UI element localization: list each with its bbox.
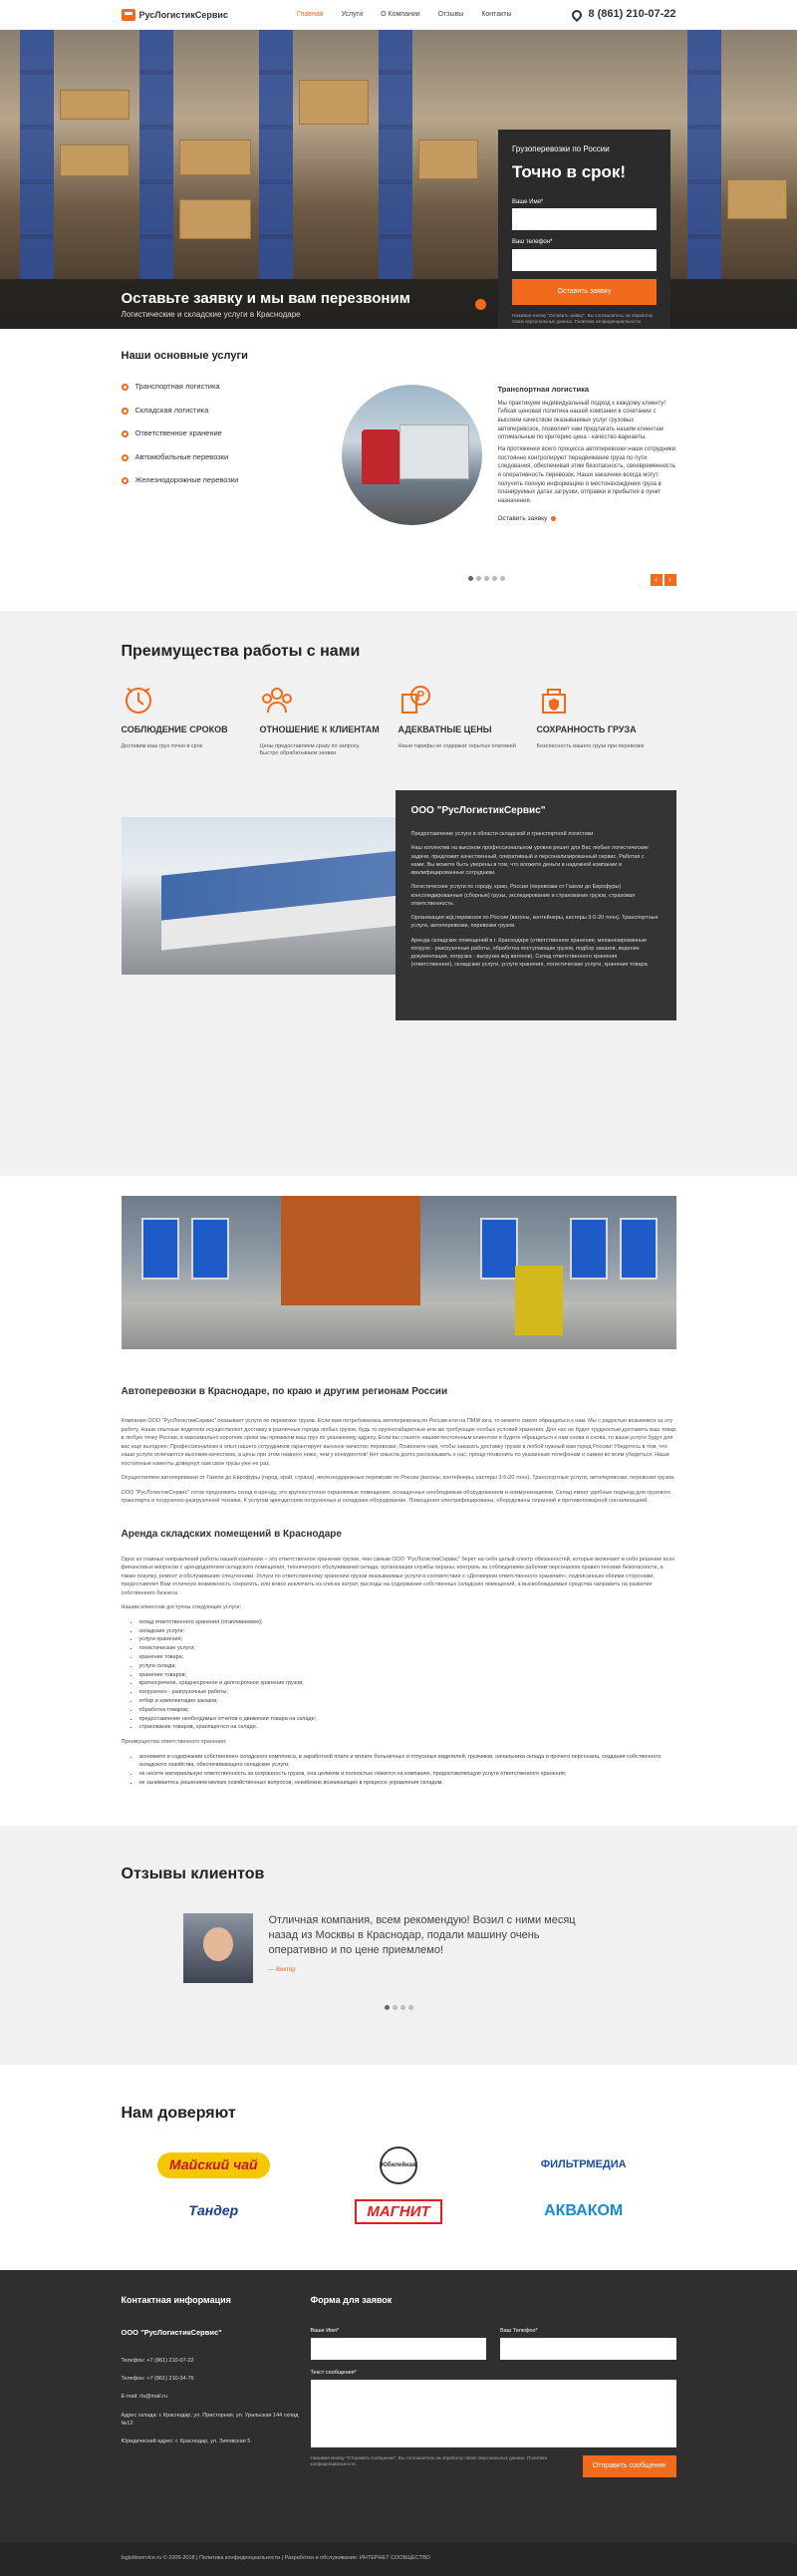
footer: [0, 2270, 797, 2543]
warehouse-rack: [687, 30, 721, 279]
cargo-box: [418, 140, 478, 179]
services-title: Наши основные услуги: [121, 350, 248, 362]
pager-dot[interactable]: [484, 576, 489, 581]
hero-request-form: [498, 130, 670, 329]
send-message-button[interactable]: Отправить сообщение: [583, 2455, 676, 2477]
advantage-item: СОХРАННОСТЬ ГРУЗА Безопасность вашего груза при перевозке: [537, 683, 675, 758]
article-heading: Автоперевозки в Краснодаре, по краю и другим регионам России: [121, 1386, 448, 1397]
bullet-icon: [122, 454, 129, 461]
name-label: Ваше Имя*: [512, 198, 544, 205]
advantages-section: [0, 611, 797, 1176]
submit-request-button[interactable]: Оставить заявку: [512, 279, 657, 305]
clock-icon: [122, 683, 155, 716]
cargo-box: [179, 140, 251, 175]
service-item[interactable]: Железнодорожные перевозки: [122, 475, 676, 486]
warehouse-rack: [379, 30, 412, 279]
name-input[interactable]: [512, 208, 657, 230]
service-item[interactable]: Ответственное хранение: [122, 429, 676, 439]
benefits-bullet-list: • экономите в содержании собственного складского комплекса, в заработной плате и оплате больничных и отпускных водителей, грузчиков, начальника склада и прочего персонала, создания собственного складского хозяйства, обеспечивающего складские услуги; • не несете материальную ответственность за сохранность грузов, она целиком и полностью ложится на компанию, предоставляющую услуги ответственного хранения; • не занимаетесь решением мелких хозяйственных вопросов, неизбежно возникающих в процессе управления складом.: [139, 1753, 676, 1788]
footer-email[interactable]: E-mail: rls@mail.ru: [121, 2394, 168, 2401]
truck-logo-icon: [122, 9, 135, 21]
warehouse-rack: [20, 30, 54, 279]
partner-logo: Тандер: [188, 2202, 239, 2219]
phone-label: Ваш телефон*: [512, 239, 553, 246]
next-arrow-icon[interactable]: ›: [664, 574, 676, 586]
shield-box-icon: [537, 683, 571, 716]
people-icon: [260, 683, 294, 716]
arrow-icon: [551, 516, 556, 521]
advantage-item: ОТНОШЕНИЕ К КЛИЕНТАМ Цены предоставляем сразу по запросу. Быстро обрабатываем заявки: [260, 683, 398, 758]
arrow-right-icon[interactable]: [475, 299, 486, 310]
reviews-section: [0, 1826, 797, 2065]
bullet-icon: [122, 477, 129, 484]
reviews-pager: [122, 2005, 676, 2010]
hero-title: Оставьте заявку и мы вам перезвоним: [121, 289, 410, 307]
pager-dot[interactable]: [385, 2005, 390, 2010]
review-author: — Виктор: [268, 1966, 296, 1973]
hero-strip: [0, 279, 797, 329]
header-phone[interactable]: [572, 7, 675, 22]
about-block: [122, 790, 676, 1020]
site-header: [0, 0, 797, 30]
message-textarea[interactable]: [311, 2380, 676, 2447]
privacy-note: Нажимая кнопку "Оставить заявку", Вы соглашаетесь на обработку своих персональных данных. Политика конфиденциальности: [512, 312, 654, 324]
logo[interactable]: [122, 9, 228, 22]
service-item[interactable]: Автомобильные перевозки: [122, 452, 676, 463]
partners-section: [0, 2065, 797, 2270]
bullet-icon: [122, 408, 129, 415]
pager-dot[interactable]: [408, 2005, 413, 2010]
review-quote: Отличная компания, всем рекомендую! Возил с ними месяц назад из Москвы в Краснодар, подали машину очень оперативно и по цене приемлемо!: [268, 1914, 576, 1956]
nav-home[interactable]: Главная: [296, 11, 324, 19]
service-detail-title: Транспортная логистика: [497, 385, 590, 394]
about-card: ООО "РусЛогистикСервис" Предоставление услуги в области складской и транспортной логистики. Наш коллектив на высоком профессиональном уровне решит для Вас любые логистические задачи, предложит качественный, оперативный и персонализированный сервис. Работая с нами, Вы можете быть уверены в том, что вложите деньги в надежной компании и квалифицированные сотрудники. Логистические услуги по городу, краю, России (перевозки от Газели до Еврофуры) консолидированные (сборные) грузы, экспедирование и страхование грузов, страховая ответственность. Организация ж/д перевозок по России (вагоны, контейнеры, кастеры 3-5-20 тонн). Транспортные услуги, автоперевозки, перевозки грузов. Аренда складских помещений в г. Краснодаре (ответственное хранение, механизированные погрузо - разгрузочные работы, обработка поступающих грузов, подбор заказов, ведение документации, погрузка - выгрузка ж/д вагонов). Склад ответственного хранения (ответственное), складские услуги, услуги хранения, логистические услуги, хранение товара.: [396, 790, 676, 1020]
bullet-icon: [122, 430, 129, 437]
cargo-box: [179, 199, 251, 239]
phone-icon: [570, 8, 584, 22]
bullet-icon: [122, 384, 129, 391]
partner-logo: Юбилейная: [306, 2148, 491, 2182]
service-detail: Транспортная логистика Мы практикуем индивидуальный подход к каждому клиенту! Гибкая ценовая политика нашей компании в сочетании с высоким качеством оказываемых услуг грузовых автоперевозок, позволяет нам предлагать нашим клиентам оптимальные по критерию цена - качество варианты. На протяжении всего процесса автоперевозки наши сотрудники постоянно контролируют передвижение груза по пути следования, обеспечивая этим безопасность, своевременность и оперативность перевозок. Наши заказчики всегда могут получить полную информацию о местонахождении груза в планируемых датах загрузки, отправки и прибытия в пункт назначения. Оставить заявку: [497, 385, 675, 522]
pager-dot[interactable]: [476, 576, 481, 581]
pager-dot[interactable]: [500, 576, 505, 581]
pager-dot[interactable]: [393, 2005, 398, 2010]
copyright-text: logistikservice.ru © 2009-2018 | Политика конфиденциальности | Разработка и обслуживание: ИНТЕРНЕТ СООБЩЕСТВО: [121, 2555, 430, 2562]
warehouse-image: [122, 817, 420, 975]
cargo-box: [299, 80, 369, 125]
partner-logo: ФИЛЬТРМЕДИА: [540, 2158, 627, 2171]
service-item[interactable]: Складская логистика: [122, 406, 676, 417]
partner-logo: МАГНИТ: [306, 2194, 491, 2228]
reviewer-avatar: [183, 1913, 253, 1983]
footer-form: Форма для заявок Ваше Имя* Ваш Телефон* Текст сообщения* Нажимая кнопку "Отправить сообщение", Вы соглашаетесь на обработку своих персональных данных. Политика конфиденциальности Отправить сообщение: [311, 2294, 676, 2478]
partners-title: Нам доверяют: [121, 2104, 236, 2122]
pager-dot[interactable]: [492, 576, 497, 581]
advantage-item: СОБЛЮДЕНИЕ СРОКОВ Доставим ваш груз точно в срок: [122, 683, 260, 758]
pager-dot[interactable]: [468, 576, 473, 581]
services-section: [0, 329, 797, 611]
phone-number: 8 (861) 210-07-22: [588, 8, 676, 21]
nav-reviews[interactable]: Отзывы: [437, 11, 464, 19]
phone-input[interactable]: [512, 249, 657, 271]
advantages-title: Преимущества работы с нами: [121, 643, 361, 660]
about-title: ООО "РусЛогистикСервис": [410, 805, 546, 817]
footer-privacy-note: Нажимая кнопку "Отправить сообщение", Вы соглашаетесь на обработку своих персональных данных. Политика конфиденциальности: [310, 2454, 547, 2467]
contact-info: Контактная информация ООО "РусЛогистикСервис" Телефон: +7 (861) 210-07-22 Телефон: +7 (861) 210-34-76 E-mail: rls@mail.ru Адрес склада: г. Краснодар, ул. Присторная, ул. Уральская 144 склад №12 Юридический адрес: г. Краснодар, ул. Зиповская 5: [122, 2294, 311, 2478]
nav-contacts[interactable]: Контакты: [481, 11, 512, 19]
article-subheading: Аренда складских помещений в Краснодаре: [121, 1528, 342, 1540]
services-bullet-list: • склад ответственного хранения (отапливаемое); • складские услуги; • услуги хранения; • логистические услуги; • хранение товара; • услуги склада; • хранение товаров; • краткосрочное, среднесрочное и долгосрочное хранение грузов; • погрузочно - разгрузочные работы; • отбор и комплектация заказов; • обработка товаров; • предоставление необходимых отчетов о движении товара на складе; • страхование товаров, хранящегося на складе.: [139, 1618, 676, 1732]
footer-phone[interactable]: Телефон: +7 (861) 210-07-22: [121, 2357, 194, 2364]
request-link[interactable]: Оставить заявку: [498, 514, 676, 523]
cargo-box: [60, 90, 130, 120]
logo-text: РусЛогистикСервис: [138, 9, 228, 20]
cargo-box: [727, 179, 787, 219]
warehouse-rack: [139, 30, 173, 279]
slider-pager: [468, 576, 505, 581]
nav-services[interactable]: Услуги: [341, 11, 364, 19]
warehouse-rack: [259, 30, 293, 279]
form-subtitle: Грузоперевозки по России: [512, 144, 610, 153]
slider-arrows: [651, 574, 676, 586]
service-item[interactable]: Транспортная логистика: [122, 382, 676, 393]
copyright-bar: [0, 2543, 797, 2576]
article-section: Автоперевозки в Краснодаре, по краю и другим регионам России Компания ООО "РусЛогистикСервис" оказывает услуги по перевозке грузов. Если вам потребовалась автоперевозка по России или на ПМЖ юга, то можете смело обращаться к нам. Мы с радостью возьмемся за эту работу. Наши опытные водители осуществляют доставку в различные города любых грузов, будь то крупногабаритные или же требующие особых условий хранения. Для нас не будет трудностью доставить ваш товар в любую точку России, в максимально короткие сроки мы прямиком ваш груз по указанному адресу. Если вы станете нашим постоянным клиентом и будете обращаться к нам снова и снова, то ваши услуги будут для вас еще выгоднее. Профессионализм и опыт нашего сотрудников гарантирует высокое качество перевозки. Позвоните нам, чтобы заказать доставку грузов в любой нужный вам город России! Убедитесь в том, что наши услуги отличаются высоким качеством, а цены при этом намного ниже, чем у конкурентов! Нет смысла долго рассказывать о нас, проще позвонить по указанным телефонам и самим во всем убедиться. Наши постоянные клиенты довернул нам свои грузы уже не раз. Осуществляем автоперевозки от Газели до Еврофуры (город, край, страна), железнодорожные перевозки по России (вагоны, контейнеры, кастеры 3-5-20 тонн). Транспортные услуги, автоперевозки, перевозки грузов. ООО "РусЛогистикСервис" готов предложить склад в аренду, это крупносуточно охраняемые помещения, оснащенные необходимым оборудованием и коммуникациями. Склад имеет удобные подъезд для грузового транспорта и погрузочно-разгрузочной техники. К услугам арендаторов погрузочные и складские оборудование. Помещения электрифицированы, оборудованы охранной и противопожарной сигнализацией. Аренда складских помещений в Краснодаре Одно из главных направлений работы нашей компании – это ответственное хранение грузов, чем самым ООО "РусЛогистикСервис" берет на себя целый спектр обязанностей, которые включают в себя решение всех финансовых вопросов с арендодателем складского помещения, технического обслуживания склада, организации службы охраны, контроль за соблюдением рабочим персоналом правил техники безопасности, а также покупку, ремонт и обслуживание спецтехники. Услуги по ответственному хранению грузов оказываемые услуги в соответствии с «Договором ответственного хранения», подписанным обеими сторонами, предоставляет Вам отличную возможность сократить, или вовсе исключить из списка затрат, расходы на содержание собственных складских помещений, а высвобождаемые средства направить на развитие собственного бизнеса. Нашим клиентам доступны следующие услуги: • склад ответственного хранения (отапливаемое); • складские услуги; • услуги хранения; • логистические услуги; • хранение товара; • услуги склада; • хранение товаров; • краткосрочное, среднесрочное и долгосрочное хранение грузов; • погрузочно - разгрузочные работы; • отбор и комплектация заказов; • обработка товаров; • предоставление необходимых отчетов о движении товара на складе; • страхование товаров, хранящегося на складе. Преимущества ответственного хранения: • экономите в содержании собственного складского комплекса, в заработной плате и оплате больничных и отпускных водителей, грузчиков, начальника склада и прочего персонала, создания собственного складского хозяйства, обеспечивающего складские услуги; • не несете материальную ответственность за сохранность грузов, она целиком и полностью ложится на компанию, предоставляющую услуги ответственного хранения; • не занимаетесь решением мелких хозяйственных вопросов, неизбежно возникающих в процессе управления складом.: [0, 1176, 797, 1788]
pager-dot[interactable]: [400, 2005, 405, 2010]
prev-arrow-icon[interactable]: ‹: [651, 574, 663, 586]
hero-subtitle: Логистические и складские услуги в Краснодаре: [121, 309, 301, 319]
advantage-item: АДЕКВАТНЫЕ ЦЕНЫ Наши тарифы не содержат скрытых платежей: [398, 683, 537, 758]
footer-name-input[interactable]: [311, 2338, 487, 2360]
form-title: Точно в срок!: [512, 162, 627, 182]
footer-phone-input[interactable]: [500, 2338, 676, 2360]
hero-banner: [0, 30, 797, 329]
reviews-title: Отзывы клиентов: [121, 1864, 265, 1882]
truck-image: [342, 385, 482, 525]
partner-logo: АКВАКОМ: [544, 2201, 624, 2219]
partner-logo: Майский чай: [122, 2148, 307, 2182]
cargo-box: [60, 144, 130, 176]
money-icon: [398, 683, 432, 716]
footer-phone[interactable]: Телефон: +7 (861) 210-34-76: [121, 2376, 194, 2383]
loading-dock-image: [122, 1196, 676, 1349]
main-nav: [288, 10, 521, 20]
nav-about[interactable]: О Компании: [381, 11, 420, 19]
